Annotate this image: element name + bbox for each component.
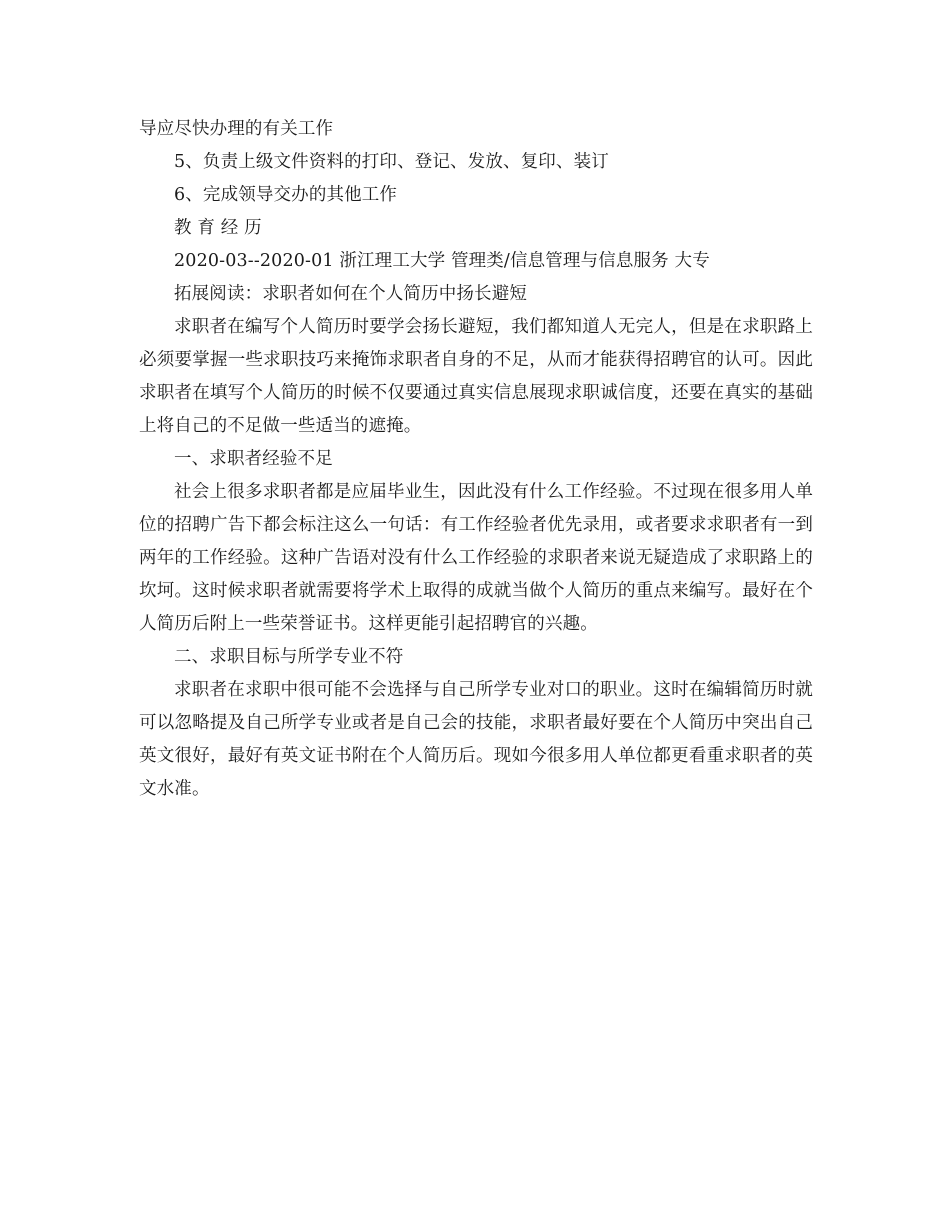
document-body: [139, 113, 813, 806]
extended-reading-title: 拓展阅读：求职者如何在个人简历中扬长避短: [174, 284, 527, 304]
duty-item-5: 5、负责上级文件资料的打印、登记、发放、复印、装订: [174, 152, 609, 172]
section-1-paragraph: 社会上很多求职者都是应届毕业生，因此没有什么工作经验。不过现在很多用人单位的招聘广告下都会标注这么一句话：有工作经验者优先录用，或者要求求职者有一到两年的工作经验。这种广告语对没有什么工作经验的求职者来说无疑造成了求职路上的坎坷。这时候求职者就需要将学术上取得的成就当做个人简历的重点来编写。最好在个人简历后附上一些荣誉证书。这样更能引起招聘官的兴趣。: [139, 482, 813, 634]
duty-item-6: 6、完成领导交办的其他工作: [174, 185, 398, 205]
section-heading-1: 一、求职者经验不足: [174, 449, 333, 469]
education-heading: 教 育 经 历: [174, 218, 262, 238]
section-heading-2: 二、求职目标与所学专业不符: [174, 647, 404, 667]
education-entry: 2020-03--2020-01 浙江理工大学 管理类/信息管理与信息服务 大专: [174, 251, 710, 271]
paragraph-continuation: 导应尽快办理的有关工作: [139, 119, 334, 139]
intro-paragraph: 求职者在编写个人简历时要学会扬长避短，我们都知道人无完人，但是在求职路上必须要掌握一些求职技巧来掩饰求职者自身的不足，从而才能获得招聘官的认可。因此求职者在填写个人简历的时候不仅要通过真实信息展现求职诚信度，还要在真实的基础上将自己的不足做一些适当的遮掩。: [139, 317, 813, 436]
section-2-paragraph: 求职者在求职中很可能不会选择与自己所学专业对口的职业。这时在编辑简历时就可以忽略提及自己所学专业或者是自己会的技能，求职者最好要在个人简历中突出自己英文很好，最好有英文证书附在个人简历后。现如今很多用人单位都更看重求职者的英文水准。: [139, 680, 813, 799]
